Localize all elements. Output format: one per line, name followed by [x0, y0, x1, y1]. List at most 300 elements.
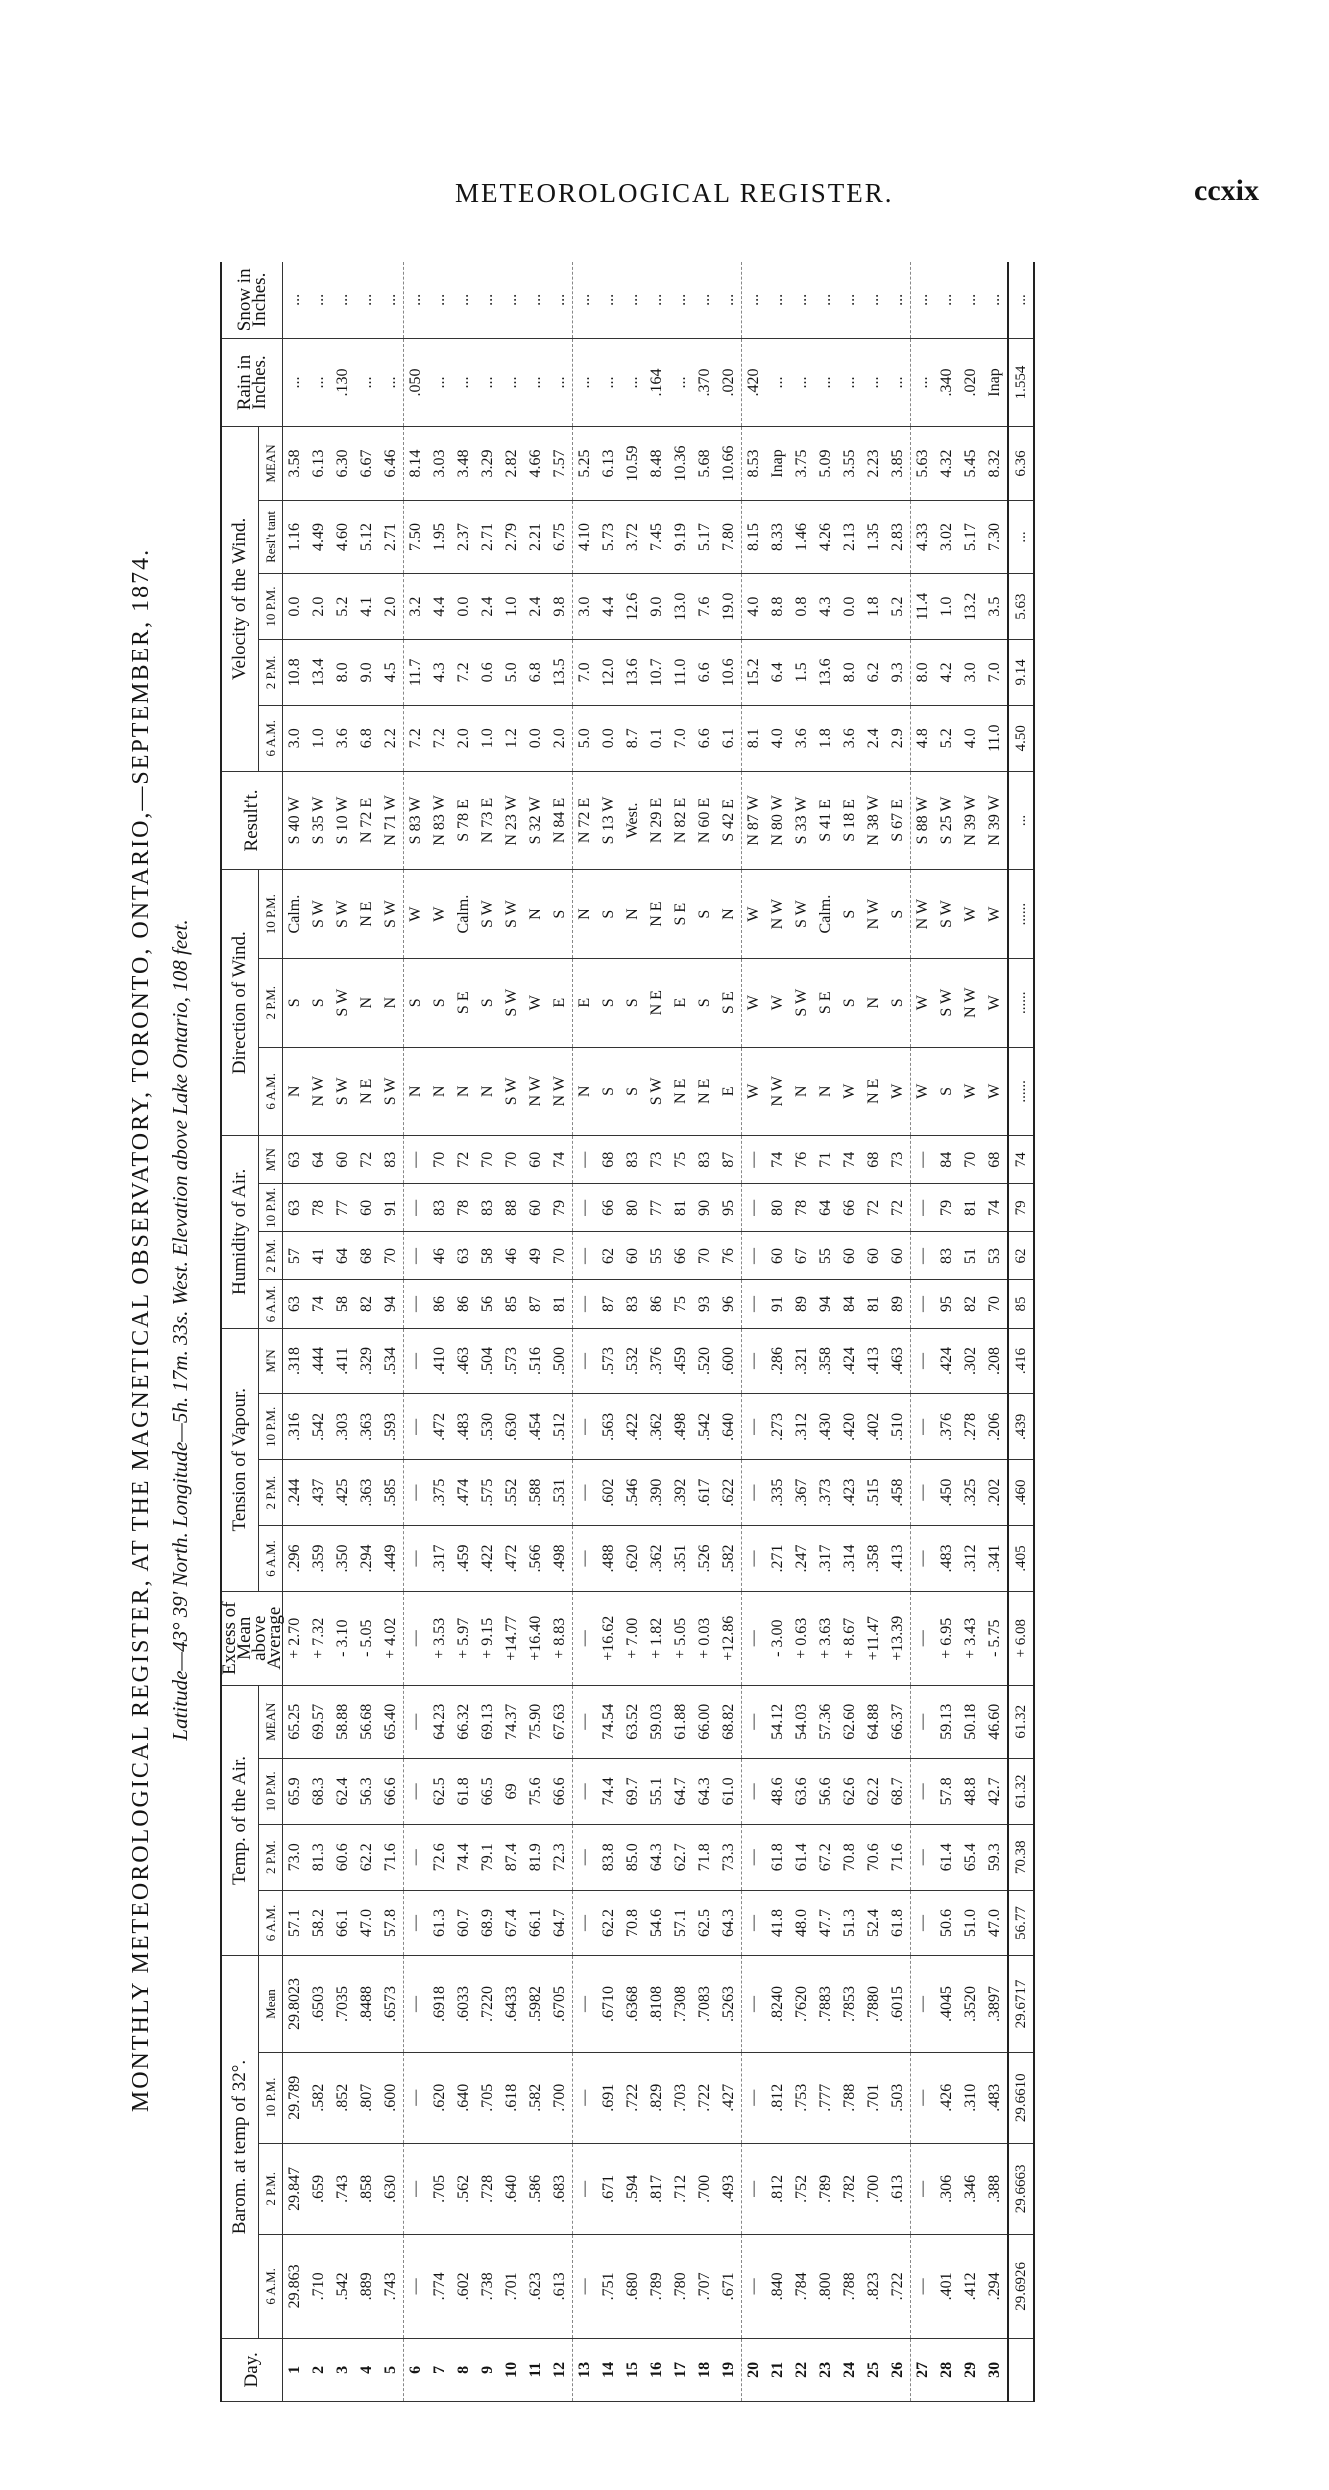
cell-snow: ... — [838, 262, 862, 338]
cell-h10: 78 — [790, 1184, 814, 1232]
cell-snow: ... — [500, 262, 524, 338]
cell-d6: N E — [355, 1047, 379, 1136]
cell-h10: 88 — [500, 1184, 524, 1232]
cell-b2: .306 — [935, 2143, 959, 2234]
cell-vel6: 0.0 — [597, 705, 621, 771]
table-row — [862, 262, 886, 2402]
cell-b2: .705 — [428, 2143, 452, 2234]
cell-ex: - 5.05 — [355, 1591, 379, 1685]
cell-vel10: 7.6 — [693, 574, 717, 640]
cell-hm: 63 — [283, 1136, 308, 1184]
cell-rain: ... — [911, 338, 936, 427]
cell-vel2: 10.8 — [283, 639, 308, 705]
cell-velm: 5.63 — [911, 427, 936, 500]
cell-v6: .359 — [307, 1526, 331, 1592]
cell-res: N 83 W — [428, 771, 452, 870]
cell-day: 26 — [886, 2338, 911, 2401]
cell-hm: — — [573, 1136, 598, 1184]
cell-h6: 75 — [669, 1280, 693, 1328]
cell-ex: + 8.67 — [838, 1591, 862, 1685]
cell-d2: S — [283, 958, 308, 1047]
cell-vm: .532 — [621, 1328, 645, 1394]
cell-b2: .586 — [524, 2143, 548, 2234]
cell-ex: + 3.63 — [814, 1591, 838, 1685]
cell-tm: 54.03 — [790, 1685, 814, 1758]
cell-hm: 70 — [959, 1136, 983, 1184]
cell-vel6: 3.6 — [331, 705, 355, 771]
cell-day: 8 — [452, 2338, 476, 2401]
cell-b10: .753 — [790, 2052, 814, 2143]
cell-h10: 64 — [814, 1184, 838, 1232]
cell-t6: 62.2 — [597, 1890, 621, 1956]
table-row — [911, 262, 936, 2402]
cell-vel6: 7.2 — [428, 705, 452, 771]
register-caption: MONTHLY METEOROLOGICAL REGISTER, AT THE MAGNETICAL OBSERVATORY, TORONTO, ONTARIO,—SEPTEMBER, 1874. — [128, 547, 154, 2113]
cell-t2: 85.0 — [621, 1824, 645, 1890]
cell-hm: 76 — [790, 1136, 814, 1184]
cell-vel6: 4.50 — [1008, 705, 1034, 771]
cell-vm: .534 — [379, 1328, 404, 1394]
cell-bm: .6433 — [500, 1956, 524, 2052]
cell-t10: 61.8 — [452, 1758, 476, 1824]
cell-vel10: 1.0 — [500, 574, 524, 640]
cell-d6: S W — [379, 1047, 404, 1136]
cell-h2: 62 — [1008, 1232, 1034, 1280]
cell-t10: 48.6 — [766, 1758, 790, 1824]
cell-ex: + 2.70 — [283, 1591, 308, 1685]
cell-vel6: 7.2 — [404, 705, 429, 771]
cell-tm: 66.37 — [886, 1685, 911, 1758]
cell-d10: N W — [911, 870, 936, 959]
cell-b6: .784 — [790, 2234, 814, 2338]
cell-t10: 68.3 — [307, 1758, 331, 1824]
cell-t2: 74.4 — [452, 1824, 476, 1890]
cell-vel6: 8.1 — [742, 705, 767, 771]
cell-res: N 87 W — [742, 771, 767, 870]
cell-t2: 70.6 — [862, 1824, 886, 1890]
cell-v6: .582 — [717, 1526, 742, 1592]
cell-d2: E — [669, 958, 693, 1047]
cell-t10: 56.3 — [355, 1758, 379, 1824]
cell-velr: 7.50 — [404, 500, 429, 573]
cell-vm: .302 — [959, 1328, 983, 1394]
cell-d6: W — [742, 1047, 767, 1136]
cell-t10: 62.2 — [862, 1758, 886, 1824]
cell-vel10: 5.63 — [1008, 574, 1034, 640]
cell-day: 14 — [597, 2338, 621, 2401]
cell-b10: .829 — [645, 2052, 669, 2143]
cell-velr: 8.33 — [766, 500, 790, 573]
cell-vel6: 6.1 — [717, 705, 742, 771]
cell-d10: W — [404, 870, 429, 959]
cell-b6: .889 — [355, 2234, 379, 2338]
cell-bm: .6705 — [548, 1956, 573, 2052]
cell-hm: 75 — [669, 1136, 693, 1184]
cell-h6: 82 — [355, 1280, 379, 1328]
cell-h6: 85 — [500, 1280, 524, 1328]
cell-t6: 54.6 — [645, 1890, 669, 1956]
cell-vel10: 9.0 — [645, 574, 669, 640]
cell-h2: 41 — [307, 1232, 331, 1280]
cell-b6: .780 — [669, 2234, 693, 2338]
table-row — [548, 262, 573, 2402]
cell-ex: +16.40 — [524, 1591, 548, 1685]
cell-d6: N E — [693, 1047, 717, 1136]
cell-t6: 47.7 — [814, 1890, 838, 1956]
cell-d10: W — [959, 870, 983, 959]
cell-v10: .542 — [307, 1394, 331, 1460]
table-row — [790, 262, 814, 2402]
sub-6am: 6 A.M. — [259, 1526, 283, 1592]
sub-10pm: 10 P.M. — [259, 2052, 283, 2143]
cell-v2: .375 — [428, 1460, 452, 1526]
cell-b2: .388 — [983, 2143, 1008, 2234]
cell-d10: S W — [476, 870, 500, 959]
cell-b6: .751 — [597, 2234, 621, 2338]
sub-2pm: 2 P.M. — [259, 1460, 283, 1526]
cell-v10: .376 — [935, 1394, 959, 1460]
cell-velm: 8.53 — [742, 427, 767, 500]
cell-rain: .370 — [693, 338, 717, 427]
cell-h2: 68 — [355, 1232, 379, 1280]
cell-snow: ... — [331, 262, 355, 338]
cell-t2: 81.3 — [307, 1824, 331, 1890]
cell-velr: 1.16 — [283, 500, 308, 573]
cell-b6: .789 — [645, 2234, 669, 2338]
cell-res: S 35 W — [307, 771, 331, 870]
cell-h2: 60 — [621, 1232, 645, 1280]
cell-day: 18 — [693, 2338, 717, 2401]
cell-b10: .807 — [355, 2052, 379, 2143]
cell-vm: .463 — [886, 1328, 911, 1394]
page-number: ccxix — [1194, 174, 1259, 207]
cell-b10: .503 — [886, 2052, 911, 2143]
cell-h10: 66 — [838, 1184, 862, 1232]
cell-d6: N E — [862, 1047, 886, 1136]
cell-ex: - 3.10 — [331, 1591, 355, 1685]
cell-v6: — — [742, 1526, 767, 1592]
cell-rain: 1.554 — [1008, 338, 1034, 427]
cell-v2: .390 — [645, 1460, 669, 1526]
cell-vel10: 0.0 — [838, 574, 862, 640]
cell-v6: .472 — [500, 1526, 524, 1592]
cell-day: 24 — [838, 2338, 862, 2401]
cell-t6: 58.2 — [307, 1890, 331, 1956]
cell-velm: 2.23 — [862, 427, 886, 500]
cell-velm: 7.57 — [548, 427, 573, 500]
cell-d6: S W — [500, 1047, 524, 1136]
cell-day: 11 — [524, 2338, 548, 2401]
header-row-group — [221, 262, 259, 2402]
cell-v6: .488 — [597, 1526, 621, 1592]
cell-snow: ... — [814, 262, 838, 338]
cell-ex: +16.62 — [597, 1591, 621, 1685]
cell-d10: S E — [669, 870, 693, 959]
table-row — [669, 262, 693, 2402]
sub-6am: 6 A.M. — [259, 1890, 283, 1956]
cell-h10: 63 — [283, 1184, 308, 1232]
cell-d6: E — [717, 1047, 742, 1136]
cell-snow: ... — [935, 262, 959, 338]
cell-velr: 1.46 — [790, 500, 814, 573]
cell-t6: 62.5 — [693, 1890, 717, 1956]
cell-v6: .483 — [935, 1526, 959, 1592]
cell-h6: — — [404, 1280, 429, 1328]
cell-b2: .613 — [886, 2143, 911, 2234]
cell-v6: .459 — [452, 1526, 476, 1592]
cell-res: S 88 W — [911, 771, 936, 870]
cell-h6: 82 — [959, 1280, 983, 1328]
cell-vel6: 5.0 — [573, 705, 598, 771]
cell-ex: + 9.15 — [476, 1591, 500, 1685]
cell-vm: .329 — [355, 1328, 379, 1394]
cell-v6: .422 — [476, 1526, 500, 1592]
cell-d2: S — [886, 958, 911, 1047]
cell-t6: 60.7 — [452, 1890, 476, 1956]
cell-b10: .427 — [717, 2052, 742, 2143]
cell-t10: 74.4 — [597, 1758, 621, 1824]
cell-t6: — — [911, 1890, 936, 1956]
cell-velr: 5.17 — [693, 500, 717, 573]
cell-tm: — — [573, 1685, 598, 1758]
sub-mean: M'N — [259, 1328, 283, 1394]
header-barometer: Barom. at temp of 32°. — [221, 1956, 259, 2338]
cell-b2: — — [911, 2143, 936, 2234]
cell-snow: ... — [959, 262, 983, 338]
cell-hm: 73 — [645, 1136, 669, 1184]
cell-h2: 55 — [645, 1232, 669, 1280]
cell-b6: .401 — [935, 2234, 959, 2338]
cell-rain: Inap — [983, 338, 1008, 427]
cell-t10: 61.32 — [1008, 1758, 1034, 1824]
cell-h10: 79 — [548, 1184, 573, 1232]
cell-ex: + 4.02 — [379, 1591, 404, 1685]
cell-t6: 48.0 — [790, 1890, 814, 1956]
cell-h6: 83 — [621, 1280, 645, 1328]
cell-vel2: 11.0 — [669, 639, 693, 705]
cell-t2: 61.4 — [935, 1824, 959, 1890]
cell-vel6: 5.2 — [935, 705, 959, 771]
cell-b10: .582 — [307, 2052, 331, 2143]
cell-vel6: 8.7 — [621, 705, 645, 771]
cell-vel2: 8.0 — [331, 639, 355, 705]
cell-rain: ... — [886, 338, 911, 427]
cell-velm: 3.58 — [283, 427, 308, 500]
cell-velm: 3.03 — [428, 427, 452, 500]
cell-d10: S W — [790, 870, 814, 959]
cell-tm: — — [742, 1685, 767, 1758]
cell-res: N 80 W — [766, 771, 790, 870]
cell-d2: S E — [814, 958, 838, 1047]
cell-t10: 68.7 — [886, 1758, 911, 1824]
cell-t2: 81.9 — [524, 1824, 548, 1890]
cell-res: N 82 E — [669, 771, 693, 870]
cell-vel10: 5.2 — [886, 574, 911, 640]
cell-b6: .412 — [959, 2234, 983, 2338]
cell-t2: 62.7 — [669, 1824, 693, 1890]
cell-h10: 72 — [862, 1184, 886, 1232]
cell-b6: .294 — [983, 2234, 1008, 2338]
cell-vel2: 3.0 — [959, 639, 983, 705]
cell-t6: 57.8 — [379, 1890, 404, 1956]
cell-v2: .552 — [500, 1460, 524, 1526]
cell-vel6: 3.6 — [838, 705, 862, 771]
sub-10pm: 10 P.M. — [259, 574, 283, 640]
cell-res: N 72 E — [355, 771, 379, 870]
cell-hm: 70 — [428, 1136, 452, 1184]
cell-h2: 58 — [476, 1232, 500, 1280]
cell-vel2: 4.3 — [428, 639, 452, 705]
cell-velr: 7.45 — [645, 500, 669, 573]
header-row-sub — [259, 262, 283, 2402]
cell-h2: 60 — [838, 1232, 862, 1280]
cell-v10: .454 — [524, 1394, 548, 1460]
cell-h10: 81 — [959, 1184, 983, 1232]
cell-rain: ... — [428, 338, 452, 427]
cell-snow: ... — [766, 262, 790, 338]
cell-v2: .325 — [959, 1460, 983, 1526]
cell-rain: ... — [766, 338, 790, 427]
cell-t10: 62.6 — [838, 1758, 862, 1824]
cell-bm: .6368 — [621, 1956, 645, 2052]
cell-h10: 77 — [331, 1184, 355, 1232]
cell-v2: .363 — [355, 1460, 379, 1526]
cell-rain: ... — [283, 338, 308, 427]
cell-vel10: 3.2 — [404, 574, 429, 640]
cell-vel2: 13.6 — [814, 639, 838, 705]
cell-h2: 51 — [959, 1232, 983, 1280]
cell-snow: ... — [669, 262, 693, 338]
cell-vel10: 13.2 — [959, 574, 983, 640]
cell-vel2: 6.4 — [766, 639, 790, 705]
cell-t6: 66.1 — [524, 1890, 548, 1956]
cell-bm: — — [742, 1956, 767, 2052]
cell-ex: — — [911, 1591, 936, 1685]
cell-h6: 96 — [717, 1280, 742, 1328]
cell-day: 1 — [283, 2338, 308, 2401]
cell-res: S 83 W — [404, 771, 429, 870]
cell-ex: + 3.43 — [959, 1591, 983, 1685]
cell-b6: .710 — [307, 2234, 331, 2338]
cell-b10: .691 — [597, 2052, 621, 2143]
cell-snow: ... — [983, 262, 1008, 338]
cell-t6: 50.6 — [935, 1890, 959, 1956]
cell-d10: S — [548, 870, 573, 959]
register-body — [283, 262, 1035, 2402]
cell-vm: .600 — [717, 1328, 742, 1394]
cell-h2: — — [911, 1232, 936, 1280]
cell-b2: .789 — [814, 2143, 838, 2234]
cell-b6: .707 — [693, 2234, 717, 2338]
cell-v2: .202 — [983, 1460, 1008, 1526]
cell-v2: — — [573, 1460, 598, 1526]
cell-tm: 46.60 — [983, 1685, 1008, 1758]
cell-b10: .582 — [524, 2052, 548, 2143]
cell-b10: .701 — [862, 2052, 886, 2143]
cell-d6: S — [621, 1047, 645, 1136]
cell-rain: .020 — [959, 338, 983, 427]
cell-h6: 94 — [814, 1280, 838, 1328]
cell-d6: N — [283, 1047, 308, 1136]
table-row — [959, 262, 983, 2402]
cell-velr: 8.15 — [742, 500, 767, 573]
cell-vel10: 11.4 — [911, 574, 936, 640]
cell-vm: — — [404, 1328, 429, 1394]
cell-h6: 93 — [693, 1280, 717, 1328]
cell-v2: .392 — [669, 1460, 693, 1526]
cell-h10: 78 — [452, 1184, 476, 1232]
cell-rain: ... — [790, 338, 814, 427]
cell-bm: — — [573, 1956, 598, 2052]
cell-velm: 8.48 — [645, 427, 669, 500]
cell-b10: .722 — [693, 2052, 717, 2143]
cell-snow: ... — [1008, 262, 1034, 338]
sub-10pm: 10 P.M. — [259, 1394, 283, 1460]
cell-velr: 2.13 — [838, 500, 862, 573]
cell-b10: — — [404, 2052, 429, 2143]
cell-vel10: 4.1 — [355, 574, 379, 640]
cell-snow: ... — [862, 262, 886, 338]
cell-bm: .5982 — [524, 1956, 548, 2052]
cell-hm: 74 — [838, 1136, 862, 1184]
cell-bm: .6573 — [379, 1956, 404, 2052]
cell-ex: +14.77 — [500, 1591, 524, 1685]
cell-v2: — — [911, 1460, 936, 1526]
cell-d10: ...... — [1008, 870, 1034, 959]
cell-b10: .705 — [476, 2052, 500, 2143]
cell-b6: .840 — [766, 2234, 790, 2338]
cell-t10: 48.8 — [959, 1758, 983, 1824]
cell-t2: 62.2 — [355, 1824, 379, 1890]
sub-mean: Mean — [259, 1956, 283, 2052]
cell-vel10: 0.0 — [283, 574, 308, 640]
cell-d6: N E — [669, 1047, 693, 1136]
cell-b2: .782 — [838, 2143, 862, 2234]
cell-t6: — — [404, 1890, 429, 1956]
cell-vel10: 5.2 — [331, 574, 355, 640]
cell-rain: ... — [307, 338, 331, 427]
cell-v10: .312 — [790, 1394, 814, 1460]
cell-d10: S W — [307, 870, 331, 959]
cell-h2: — — [573, 1232, 598, 1280]
cell-b6: 29.6926 — [1008, 2234, 1034, 2338]
cell-hm: 68 — [862, 1136, 886, 1184]
cell-vel10: 19.0 — [717, 574, 742, 640]
cell-v2: .474 — [452, 1460, 476, 1526]
cell-d2: S W — [935, 958, 959, 1047]
cell-day: 10 — [500, 2338, 524, 2401]
cell-vel6: 4.0 — [959, 705, 983, 771]
cell-vel10: 12.6 — [621, 574, 645, 640]
cell-snow: ... — [886, 262, 911, 338]
cell-h6: 91 — [766, 1280, 790, 1328]
cell-velm: 4.32 — [935, 427, 959, 500]
cell-res: N 39 W — [959, 771, 983, 870]
cell-hm: — — [404, 1136, 429, 1184]
cell-velm: 6.13 — [307, 427, 331, 500]
table-row — [331, 262, 355, 2402]
cell-h10: 72 — [886, 1184, 911, 1232]
table-row — [693, 262, 717, 2402]
cell-h2: 49 — [524, 1232, 548, 1280]
cell-bm: .6503 — [307, 1956, 331, 2052]
cell-res: S 25 W — [935, 771, 959, 870]
cell-d2: E — [573, 958, 598, 1047]
cell-ex: — — [573, 1591, 598, 1685]
cell-rain: ... — [379, 338, 404, 427]
cell-bm: .7620 — [790, 1956, 814, 2052]
cell-t2: 73.0 — [283, 1824, 308, 1890]
